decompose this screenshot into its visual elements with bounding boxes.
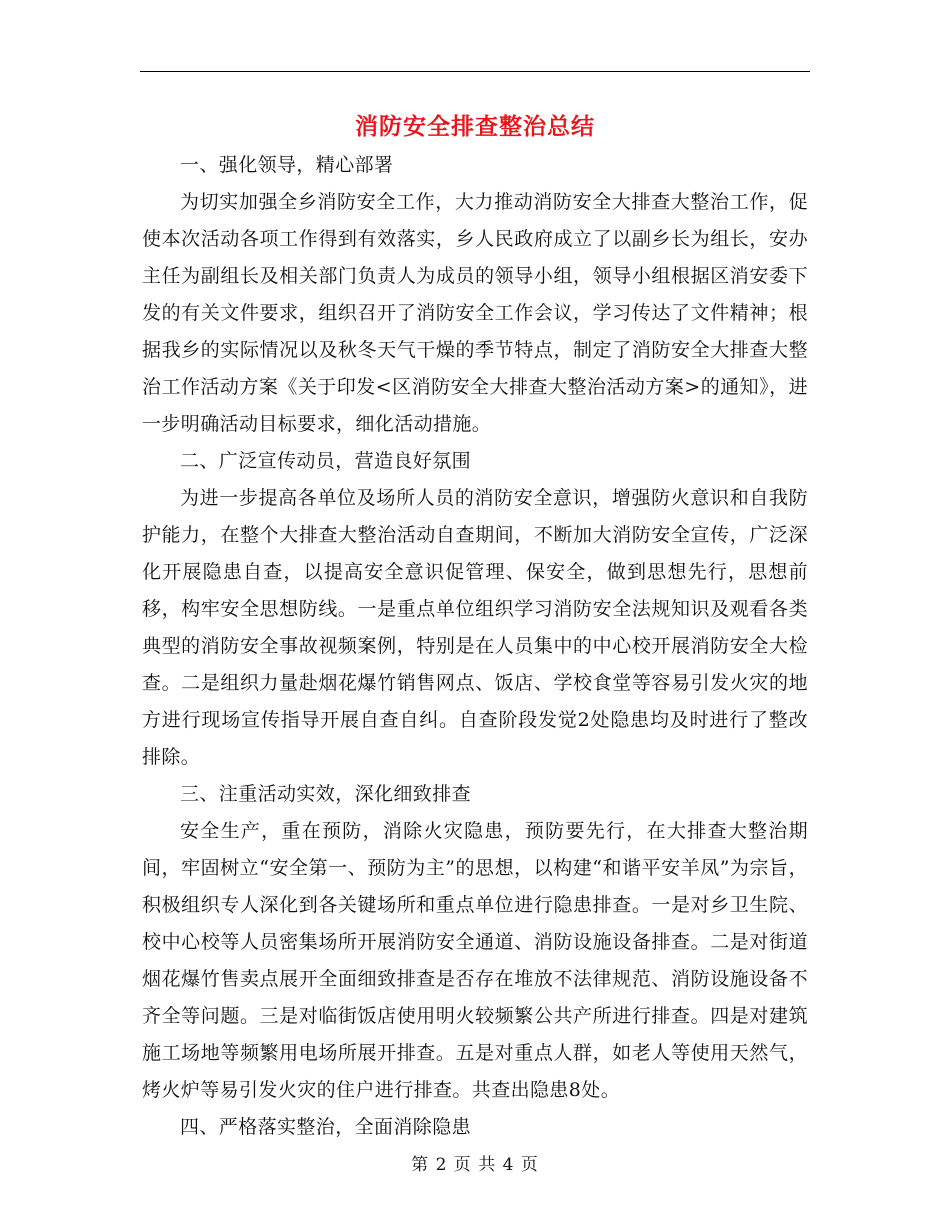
- paragraph-2: 为进一步提高各单位及场所人员的消防安全意识，增强防火意识和自我防护能力，在整个大排查大整治活动自查期间，不断加大消防安全宣传，广泛深化开展隐患自查，以提高安全意识促管理、保安全，做到思想先行，思想前移，构牢安全思想防线。一是重点单位组织学习消防安全法规知识及观看各类典型的消防安全事故视频案例，特别是在人员集中的中心校开展消防安全大检查。二是组织力量赴烟花爆竹销售网点、饭店、学校食堂等容易引发火灾的地方进行现场宣传指导开展自查自纠。自查阶段发觉2处隐患均及时进行了整改排除。: [142, 487, 808, 768]
- header-rule: [140, 71, 810, 72]
- page-footer: [0, 1153, 950, 1177]
- document-title: 消防安全排查整治总结: [355, 113, 595, 140]
- footer-prefix: 第: [411, 1155, 430, 1175]
- footer-middle: 页 共: [453, 1155, 497, 1175]
- section-heading-1: 一、强化领导，精心部署: [180, 154, 394, 176]
- section-heading-2: 二、广泛宣传动员，营造良好氛围: [180, 450, 472, 472]
- section-heading-4: 四、严格落实整治，全面消除隐患: [180, 1116, 472, 1138]
- footer-current-page: 2: [435, 1155, 448, 1175]
- footer-total-pages: 4: [502, 1155, 515, 1175]
- footer-suffix: 页: [520, 1155, 539, 1175]
- section-heading-3: 三、注重活动实效，深化细致排查: [180, 783, 472, 805]
- paragraph-1: 为切实加强全乡消防安全工作，大力推动消防安全大排查大整治工作，促使本次活动各项工作得到有效落实，乡人民政府成立了以副乡长为组长，安办主任为副组长及相关部门负责人为成员的领导小组，领导小组根据区消安委下发的有关文件要求，组织召开了消防安全工作会议，学习传达了文件精神；根据我乡的实际情况以及秋冬天气干燥的季节特点，制定了消防安全大排查大整治工作活动方案《关于印发<区消防安全大排查大整治活动方案>的通知》，进一步明确活动目标要求，细化活动措施。: [142, 191, 808, 435]
- paragraph-3: 安全生产，重在预防，消除火灾隐患，预防要先行，在大排查大整治期间，牢固树立“安全第一、预防为主”的思想，以构建“和谐平安羊凤”为宗旨，积极组织专人深化到各关键场所和重点单位进行隐患排查。一是对乡卫生院、校中心校等人员密集场所开展消防安全通道、消防设施设备排查。二是对街道烟花爆竹售卖点展开全面细致排查是否存在堆放不法律规范、消防设施设备不齐全等问题。三是对临街饭店使用明火较频繁公共产所进行排查。四是对建筑施工场地等频繁用电场所展开排查。五是对重点人群，如老人等使用天然气，烤火炉等易引发火灾的住户进行排查。共查出隐患8处。: [142, 820, 808, 1101]
- document-body: [142, 147, 808, 1146]
